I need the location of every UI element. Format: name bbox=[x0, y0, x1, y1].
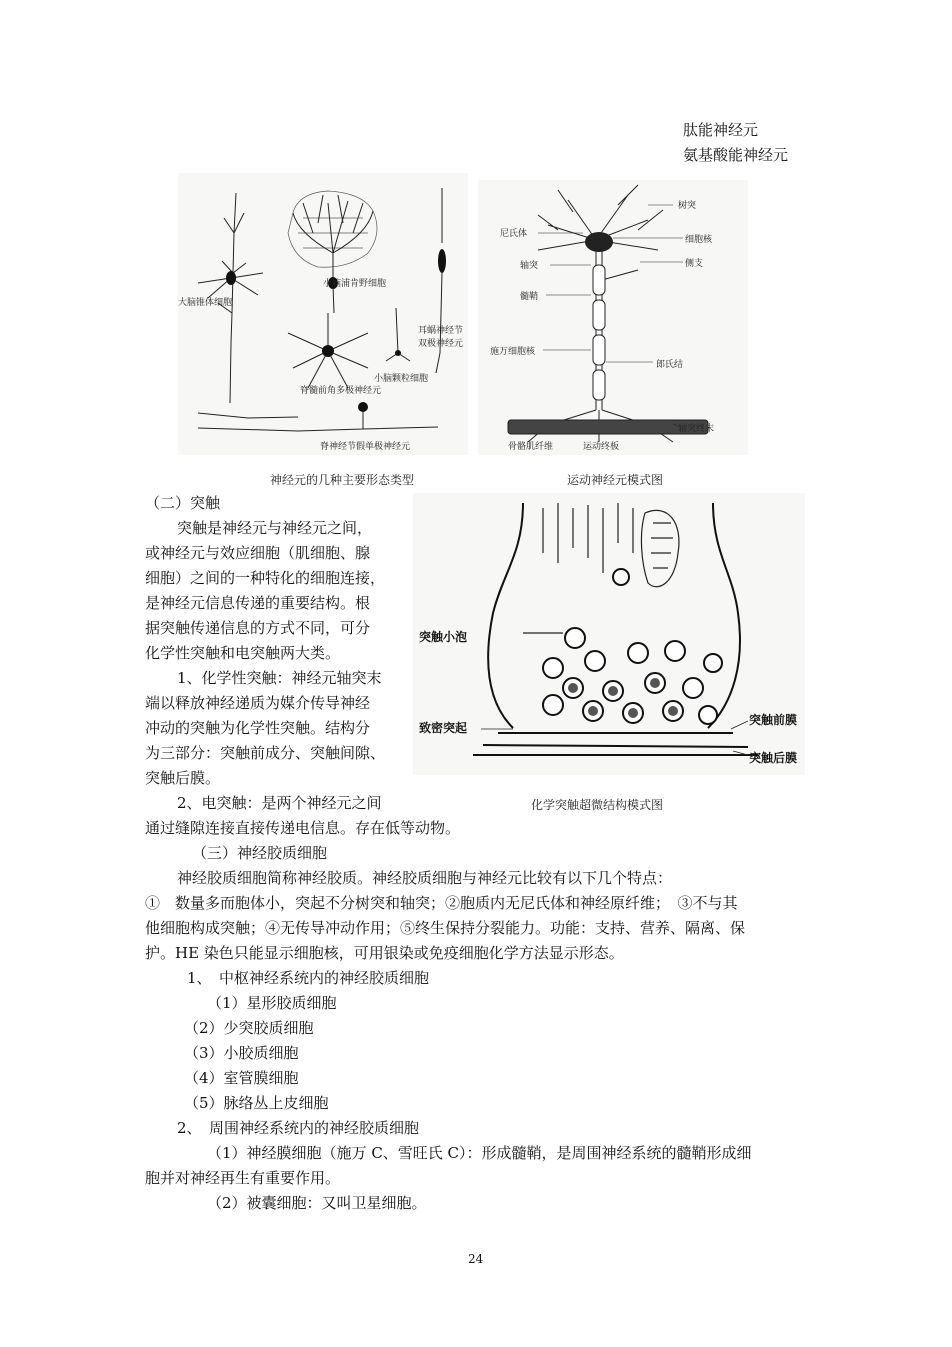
pns-item-1-line-2: 胞并对神经再生有重要作用。 bbox=[145, 1169, 341, 1187]
label-postsynaptic-membrane: 突触后膜 bbox=[749, 751, 798, 765]
synapse-line-1: 突触是神经元与神经元之间， bbox=[177, 519, 373, 537]
glia-heading: （三）神经胶质细胞 bbox=[192, 844, 328, 862]
page-number: 24 bbox=[468, 1252, 484, 1266]
cns-item-2: （2）少突胶质细胞 bbox=[184, 1019, 314, 1037]
label-axon: 轴突 bbox=[520, 261, 539, 271]
chem-line-2: 端以释放神经递质为媒介传导神经 bbox=[145, 694, 371, 712]
chem-line-4: 为三部分：突触前成分、突触间隙、 bbox=[145, 744, 386, 762]
label-purkinje: 小脑浦肯野细胞 bbox=[323, 279, 387, 289]
synapse-line-4: 是神经元信息传递的重要结构。根 bbox=[145, 594, 371, 612]
figure2-caption: 运动神经元模式图 bbox=[567, 473, 664, 487]
top-right-line-2: 氨基酸能神经元 bbox=[683, 146, 789, 164]
label-presynaptic-membrane: 突触前膜 bbox=[749, 713, 798, 727]
label-multipolar: 脊髓前角多极神经元 bbox=[300, 386, 382, 396]
chem-line-1: 1、化学性突触：神经元轴突末 bbox=[177, 669, 382, 687]
chem-line-5: 突触后膜。 bbox=[145, 769, 221, 787]
pns-heading: 2、 周围神经系统内的神经胶质细胞 bbox=[177, 1119, 420, 1137]
label-ranvier: 郎氏结 bbox=[656, 360, 684, 370]
glia-para-3: 护。HE 染色只能显示细胞核，可用银染或免疫细胞化学方法显示形态。 bbox=[145, 944, 624, 962]
cns-heading: 1、 中枢神经系统内的神经胶质细胞 bbox=[187, 969, 430, 987]
label-pseudounipolar: 脊神经节假单极神经元 bbox=[320, 442, 411, 452]
label-bipolar: 耳蜗神经节双极神经元 bbox=[418, 326, 464, 349]
synapse-figure bbox=[413, 493, 805, 775]
synapse-heading: （二）突触 bbox=[145, 494, 221, 512]
label-pyramidal: 大脑锥体细胞 bbox=[178, 298, 233, 308]
cns-item-5: （5）脉络丛上皮细胞 bbox=[184, 1094, 329, 1112]
neuron-types-figure bbox=[178, 173, 468, 455]
label-dendrite: 树突 bbox=[678, 201, 697, 211]
neuron-types-drawing bbox=[178, 173, 468, 455]
synapse-line-6: 化学性突触和电突触两大类。 bbox=[145, 644, 341, 662]
elec-line-2: 通过缝隙连接直接传递电信息。存在低等动物。 bbox=[145, 819, 461, 837]
glia-para-1: ① 数量多而胞体小，突起不分树突和轴突；②胞质内无尼氏体和神经原纤维； ③不与其 bbox=[145, 894, 738, 912]
label-vesicle: 突触小泡 bbox=[419, 630, 468, 644]
cns-item-4: （4）室管膜细胞 bbox=[184, 1069, 299, 1087]
cns-item-3: （3）小胶质细胞 bbox=[184, 1044, 299, 1062]
label-muscle: 骨骼肌纤维 bbox=[508, 442, 554, 452]
label-endplate: 运动终板 bbox=[583, 442, 620, 452]
glia-intro: 神经胶质细胞简称神经胶质。神经胶质细胞与神经元比较有以下几个特点： bbox=[177, 869, 673, 887]
motor-neuron-figure bbox=[478, 180, 748, 455]
label-schwann: 施万细胞核 bbox=[490, 347, 536, 357]
elec-line-1: 2、电突触：是两个神经元之间 bbox=[177, 794, 382, 812]
label-dense-projection: 致密突起 bbox=[419, 721, 468, 735]
label-granule: 小脑颗粒细胞 bbox=[374, 374, 429, 384]
glia-para-2: 他细胞构成突触；④无传导冲动作用；⑤终生保持分裂能力。功能：支持、营养、隔离、保 bbox=[145, 919, 746, 937]
synapse-line-5: 据突触传递信息的方式不同，可分 bbox=[145, 619, 371, 637]
label-myelin: 髓鞘 bbox=[520, 292, 539, 302]
motor-neuron-drawing bbox=[478, 180, 748, 455]
label-nucleus: 细胞核 bbox=[685, 235, 713, 245]
synapse-drawing bbox=[413, 493, 805, 775]
label-terminal: 轴突终末 bbox=[678, 424, 715, 434]
synapse-line-2: 或神经元与效应细胞（肌细胞、腺 bbox=[145, 544, 371, 562]
figure1-caption: 神经元的几种主要形态类型 bbox=[270, 473, 415, 487]
figure3-caption: 化学突触超微结构模式图 bbox=[531, 798, 664, 812]
chem-line-3: 冲动的突触为化学性突触。结构分 bbox=[145, 719, 371, 737]
label-collateral: 侧支 bbox=[685, 259, 704, 269]
top-right-line-1: 肽能神经元 bbox=[683, 121, 759, 139]
cns-item-1: （1）星形胶质细胞 bbox=[207, 994, 337, 1012]
synapse-line-3: 细胞）之间的一种特化的细胞连接， bbox=[145, 569, 386, 587]
pns-item-1-line-1: （1）神经膜细胞（施万 C、雪旺氏 C）：形成髓鞘，是周围神经系统的髓鞘形成细 bbox=[207, 1144, 752, 1162]
pns-item-2: （2）被囊细胞：又叫卫星细胞。 bbox=[207, 1194, 427, 1212]
label-nissl: 尼氏体 bbox=[500, 229, 528, 239]
